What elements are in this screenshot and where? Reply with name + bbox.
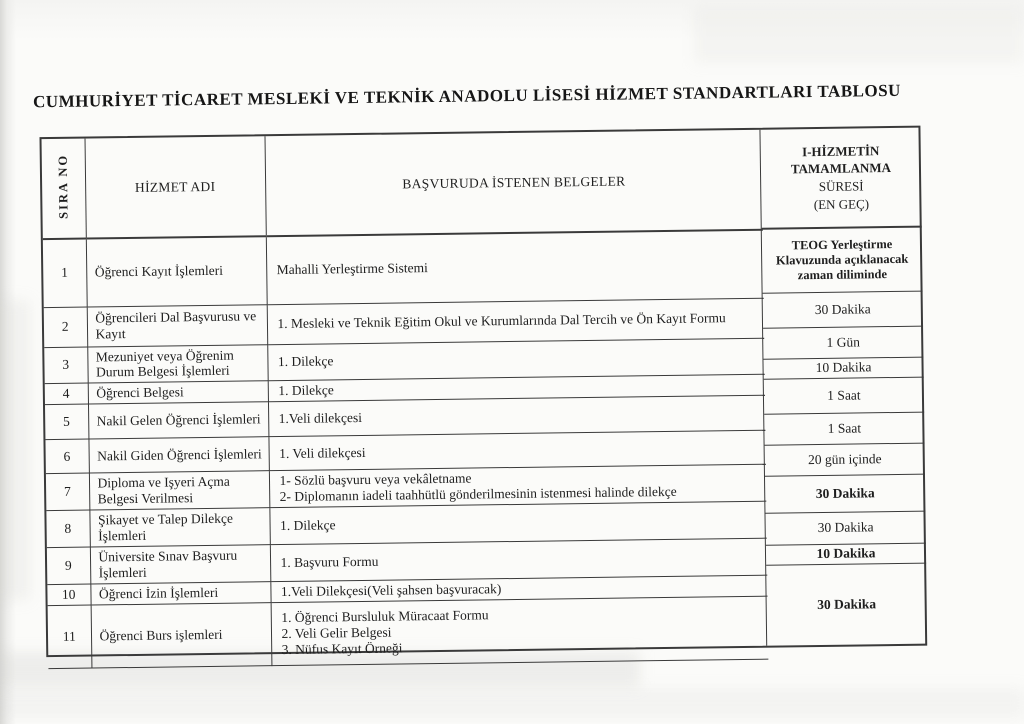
row-number-cell: 9 <box>47 547 90 584</box>
completion-time-cell: 30 Dakika <box>765 512 925 546</box>
completion-time-cell: 1 Saat <box>764 413 924 446</box>
row-number-cell: 5 <box>45 404 88 440</box>
document-line: 2. Veli Gelir Belgesi <box>281 624 392 641</box>
service-name-cell: Mezuniyet veya Öğrenim Durum Belgesi İşlemleri <box>87 344 267 383</box>
document-line: 1. Dilekçe <box>277 353 334 370</box>
row-number-cell: 4 <box>45 383 88 404</box>
row-number-cell: 11 <box>48 605 92 669</box>
service-name-cell: Üniversite Sınav Başvuru İşlemleri <box>90 545 270 584</box>
service-name-cell: Nakil Giden Öğrenci İşlemleri <box>88 437 268 473</box>
service-name-cell: Nakil Gelen Öğrenci İşlemleri <box>88 402 268 439</box>
row-number-cell: 8 <box>46 510 89 547</box>
column-header-belgeler: BAŞVURUDA İSTENEN BELGELER <box>264 130 762 236</box>
row-number-cell: 6 <box>45 439 88 474</box>
document-line: 1. Mesleki ve Teknik Eğitim Okul ve Kurumlarında Dal Tercih ve Ön Kayıt Formu <box>277 310 726 332</box>
service-name-cell: Şikayet ve Talep Dilekçe İşlemleri <box>89 508 269 547</box>
table-row <box>48 596 769 668</box>
completion-time-cell: 20 gün içinde <box>765 444 925 477</box>
header-line: (EN GEÇ) <box>813 195 870 212</box>
document-line: 1. Dilekçe <box>279 517 336 534</box>
service-name-cell: Öğrenci İzin İşlemleri <box>90 581 270 604</box>
completion-time-cell: 10 Dakika <box>763 358 923 380</box>
completion-time-cell: 30 Dakika <box>817 596 877 612</box>
completion-time-cell: 1 Saat <box>764 378 924 415</box>
document-line: Mahalli Yerleştirme Sistemi <box>276 260 428 278</box>
document-line: 2- Diplomanın iadeli taahhütlü gönderilmesinin istenmesi halinde dilekçe <box>279 484 677 505</box>
document-line: 1. Öğrenci Bursluluk Müracaat Formu <box>281 607 489 625</box>
header-line: I-HİZMETİN <box>801 143 880 160</box>
sira-no-vertical-label: SIRA NO <box>55 153 71 220</box>
document-line: 1.Veli Dilekçesi(Veli şahsen başvuracak) <box>280 580 502 599</box>
service-name-cell: Öğrenci Burs işlemleri <box>91 602 272 667</box>
row-number-cell: 10 <box>47 584 90 605</box>
document-title: CUMHURİYET TİCARET MESLEKİ VE TEKNİK ANADOLU LİSESİ HİZMET STANDARTLARI TABLOSU <box>32 80 902 112</box>
documents-cell <box>266 230 764 304</box>
header-line: TAMAMLANMA <box>790 160 892 177</box>
service-name-cell: Öğrenci Kayıt İşlemleri <box>86 236 267 306</box>
document-line: 1. Dilekçe <box>278 382 334 399</box>
documents-cell <box>267 298 764 345</box>
column-header-hizmet-adi: HİZMET ADI <box>85 136 266 238</box>
documents-cell <box>271 596 769 666</box>
service-name-cell: Diploma ve Işyeri Açma Belgesi Verilmesi <box>89 471 269 510</box>
row-number-cell: 3 <box>44 347 87 384</box>
column-header-sira-no <box>42 139 86 240</box>
document-line: 1- Sözlü başvuru veya vekâletname <box>279 470 472 489</box>
header-line: SÜRESİ <box>818 178 864 194</box>
document-line: 3. Nüfus Kayıt Örneği <box>281 640 403 657</box>
completion-time-cell: 1 Gün <box>763 327 923 360</box>
completion-time-cell: 10 Dakika <box>766 544 926 566</box>
completion-time-cell: 30 Dakika <box>763 292 923 329</box>
document-line: 1. Başvuru Formu <box>280 553 379 570</box>
row-number-cell: 2 <box>44 307 88 348</box>
completion-time-column <box>759 128 927 646</box>
service-standards-table <box>39 126 927 657</box>
completion-time-cell: TEOG Yerleştirme Klavuzunda açıklanacak zaman diliminde <box>762 228 923 294</box>
table-header-row <box>42 130 763 239</box>
document-line: 1.Veli dilekçesi <box>278 410 363 427</box>
service-name-cell: Öğrenci Belgesi <box>88 381 268 404</box>
document-line: 1. Veli dilekçesi <box>279 444 366 461</box>
main-table <box>42 130 769 669</box>
column-header-sure <box>760 128 921 230</box>
completion-time-cell: 30 Dakika <box>765 475 925 514</box>
service-name-cell: Öğrencileri Dal Başvurusu ve Kayıt <box>87 304 268 346</box>
row-number-cell: 7 <box>46 473 89 510</box>
row-number-cell: 1 <box>43 239 87 308</box>
table-row <box>43 230 764 307</box>
